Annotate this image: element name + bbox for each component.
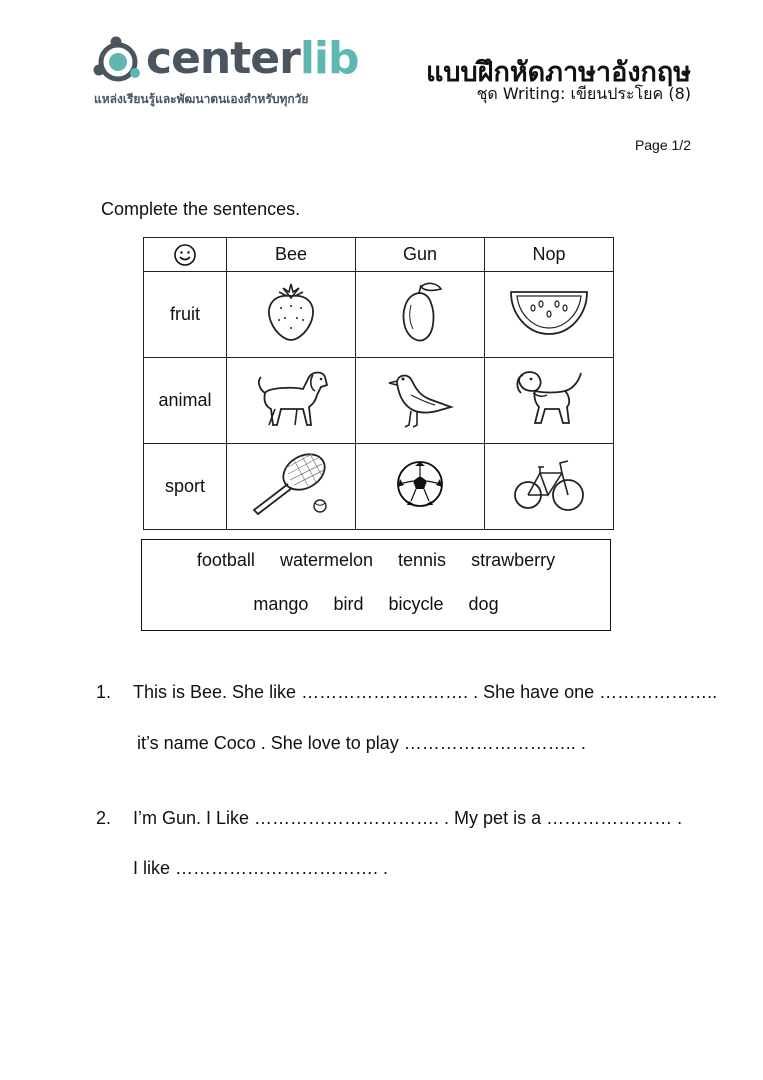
smiley-icon bbox=[173, 243, 197, 267]
word-tennis: tennis bbox=[398, 550, 447, 570]
cell-bee-sport bbox=[227, 444, 356, 530]
table-row-sport bbox=[144, 444, 614, 530]
mango-icon bbox=[395, 279, 445, 345]
instruction: Complete the sentences. bbox=[101, 199, 301, 219]
dog-icon bbox=[509, 363, 589, 433]
cell-bee-fruit bbox=[227, 272, 356, 358]
question-1-line-2: it’s name Coco . She love to play ……………………….. . bbox=[137, 733, 586, 753]
cell-gun-fruit bbox=[356, 272, 485, 358]
question-1-line-1: This is Bee. She like ………………………. . She have one ……………….. bbox=[133, 682, 718, 702]
cell-gun-sport bbox=[356, 444, 485, 530]
page-subtitle: ชุด Writing: เขียนประโยค (8) bbox=[476, 84, 691, 103]
word-bicycle: bicycle bbox=[388, 594, 444, 614]
football-icon bbox=[395, 459, 445, 509]
page-number: Page 1/2 bbox=[634, 137, 691, 153]
question-1-number: 1. bbox=[96, 682, 112, 702]
logo-text: centerlib bbox=[146, 33, 359, 84]
tennis-icon bbox=[246, 450, 336, 518]
question-2-line-2: I like ……………………………. . bbox=[133, 858, 389, 878]
logo-mark-icon bbox=[92, 34, 144, 90]
word-mango: mango bbox=[253, 594, 309, 614]
question-2-line-1: I’m Gun. I Like …………………………. . My pet is a ………………… . bbox=[133, 808, 683, 828]
row-label-sport: sport bbox=[144, 444, 227, 530]
question-2-number: 2. bbox=[96, 808, 112, 828]
table-row-fruit bbox=[144, 272, 614, 358]
watermelon-icon bbox=[507, 284, 591, 340]
logo-tagline: แหล่งเรียนรู้และพัฒนาตนเองสำหรับทุกวัย bbox=[94, 92, 309, 106]
column-header-nop: Nop bbox=[485, 238, 614, 272]
word-watermelon: watermelon bbox=[279, 550, 373, 570]
word-bird: bird bbox=[333, 594, 364, 614]
word-dog: dog bbox=[468, 594, 499, 614]
dog-icon bbox=[251, 363, 331, 433]
page-title: แบบฝึกหัดภาษาอังกฤษ bbox=[426, 57, 691, 88]
cell-nop-sport bbox=[485, 444, 614, 530]
row-label-animal: animal bbox=[144, 358, 227, 444]
column-header-bee: Bee bbox=[227, 238, 356, 272]
strawberry-icon bbox=[261, 280, 321, 344]
bicycle-icon bbox=[512, 453, 586, 515]
word-strawberry: strawberry bbox=[471, 550, 556, 570]
table-corner bbox=[144, 238, 227, 272]
word-bank bbox=[141, 539, 611, 631]
table-header-row bbox=[144, 238, 614, 272]
table-row-animal bbox=[144, 358, 614, 444]
word-bank-line-1 bbox=[142, 550, 610, 571]
picture-table bbox=[143, 237, 614, 530]
word-football: football bbox=[196, 550, 255, 570]
cell-nop-animal bbox=[485, 358, 614, 444]
cell-bee-animal bbox=[227, 358, 356, 444]
word-bank-line-2 bbox=[142, 594, 610, 615]
cell-nop-fruit bbox=[485, 272, 614, 358]
column-header-gun: Gun bbox=[356, 238, 485, 272]
row-label-fruit: fruit bbox=[144, 272, 227, 358]
cell-gun-animal bbox=[356, 358, 485, 444]
bird-icon bbox=[385, 365, 455, 431]
